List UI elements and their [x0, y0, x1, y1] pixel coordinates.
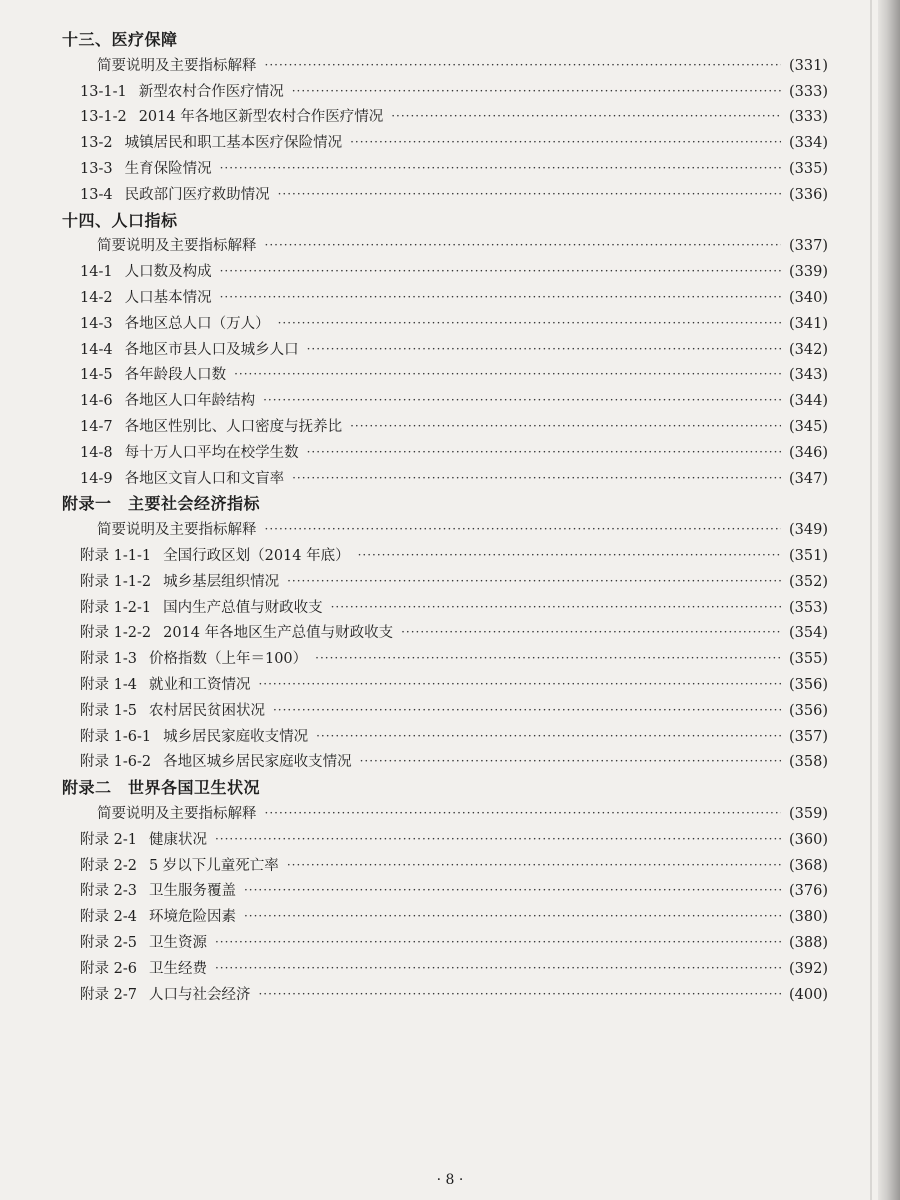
entry-title: 民政部门医疗救助情况: [124, 186, 270, 203]
entry-code: 附录 2-6: [80, 960, 137, 977]
entry-page-number: (349): [789, 522, 828, 539]
entry-title: 卫生资源: [148, 935, 207, 951]
entry-page-number: (368): [789, 857, 828, 874]
dot-leader: [273, 697, 781, 723]
entry-code: 附录 1-6-1: [80, 728, 152, 745]
entry-code: 附录 1-5: [80, 702, 137, 719]
toc-entry[interactable]: [80, 259, 828, 285]
entry-page-number: (340): [789, 290, 828, 306]
dot-leader: [278, 181, 781, 207]
entry-title: 环境危险因素: [148, 909, 236, 926]
entry-page-number: (346): [789, 444, 828, 461]
entry-title: 城乡居民家庭收支情况: [163, 728, 309, 745]
entry-page-number: (347): [789, 470, 828, 487]
dot-leader: [287, 852, 781, 878]
entry-code: 13-1-1: [80, 83, 127, 100]
toc-entry[interactable]: [80, 543, 828, 569]
entry-title: 卫生经费: [148, 960, 207, 977]
page-number: · 8 ·: [436, 1172, 464, 1188]
toc-entry[interactable]: [80, 285, 828, 311]
entry-page-number: (333): [789, 83, 828, 100]
page-edge-line: [870, 0, 872, 1200]
dot-leader: [316, 723, 781, 749]
entry-code: 14-7: [80, 419, 113, 435]
toc-entry[interactable]: [80, 311, 828, 337]
entry-title: 2014 年各地区生产总值与财政收支: [163, 625, 394, 642]
toc-entry[interactable]: [80, 362, 828, 388]
toc-entry[interactable]: [80, 388, 828, 414]
toc-entry[interactable]: [80, 569, 828, 595]
dot-leader: [331, 594, 781, 620]
dot-leader: [315, 645, 781, 671]
entry-title: 各地区性别比、人口密度与抚养比: [124, 419, 343, 435]
entry-page-number: (358): [789, 754, 828, 771]
toc-entry[interactable]: [97, 801, 828, 827]
toc-entry[interactable]: [80, 878, 828, 904]
entry-title: 各地区人口年龄结构: [124, 393, 256, 410]
entry-title: 价格指数（上年＝100）: [148, 651, 308, 668]
entry-title: 城乡基层组织情况: [163, 573, 280, 590]
dot-leader: [360, 748, 781, 774]
toc-entry[interactable]: [80, 749, 828, 775]
entry-code: 14-3: [80, 315, 113, 332]
dot-leader: [391, 103, 781, 129]
dot-leader: [215, 826, 781, 852]
dot-leader: [278, 310, 781, 336]
toc-entry[interactable]: [80, 724, 828, 750]
entry-page-number: (353): [789, 599, 828, 616]
entry-title: 每十万人口平均在校学生数: [124, 444, 299, 461]
dot-leader: [350, 129, 781, 155]
dot-leader: [401, 619, 781, 645]
entry-title: 全国行政区划（2014 年底）: [163, 548, 350, 564]
toc-entry[interactable]: [97, 517, 828, 543]
toc-entry[interactable]: [97, 233, 828, 259]
entry-page-number: (357): [789, 728, 828, 745]
dot-leader: [258, 981, 781, 1007]
entry-title: 卫生服务覆盖: [148, 883, 236, 900]
entry-page-number: (388): [789, 935, 828, 951]
entry-code: 附录 1-6-2: [80, 754, 152, 771]
entry-title: 2014 年各地区新型农村合作医疗情况: [138, 109, 384, 126]
toc-entry[interactable]: [80, 156, 828, 182]
entry-page-number: (360): [789, 831, 828, 848]
entry-page-number: (392): [789, 960, 828, 977]
entry-title: 简要说明及主要指标解释: [97, 806, 257, 822]
entry-code: 13-1-2: [80, 109, 127, 126]
toc-entry[interactable]: [80, 827, 828, 853]
entry-title: 城镇居民和职工基本医疗保险情况: [124, 135, 343, 152]
entry-page-number: (380): [789, 909, 828, 926]
entry-title: 健康状况: [148, 831, 207, 848]
dot-leader: [265, 516, 782, 542]
toc-entry[interactable]: [80, 130, 828, 156]
entry-title: 简要说明及主要指标解释: [97, 522, 257, 539]
entry-title: 就业和工资情况: [148, 677, 251, 693]
entry-code: 附录 1-1-2: [80, 573, 152, 590]
entry-page-number: (333): [789, 109, 828, 126]
entry-code: 附录 1-1-1: [80, 548, 152, 564]
dot-leader: [265, 52, 782, 78]
entry-title: 5 岁以下儿童死亡率: [148, 857, 279, 874]
entry-page-number: (334): [789, 135, 828, 152]
toc-entry[interactable]: [80, 414, 828, 440]
dot-leader: [292, 465, 781, 491]
section-heading: 十三、医疗保障: [62, 30, 178, 49]
entry-page-number: (376): [789, 883, 828, 900]
toc-entry[interactable]: [80, 930, 828, 956]
entry-title: 各地区城乡居民家庭收支情况: [163, 754, 352, 771]
dot-leader: [258, 671, 781, 697]
entry-code: 14-1: [80, 264, 113, 281]
dot-leader: [244, 903, 781, 929]
entry-title: 生育保险情况: [124, 161, 212, 177]
entry-page-number: (342): [789, 341, 828, 358]
entry-title: 简要说明及主要指标解释: [97, 57, 257, 74]
section-heading: 十四、人口指标: [62, 210, 178, 230]
entry-code: 附录 1-2-1: [80, 599, 152, 616]
toc-entry[interactable]: [80, 853, 828, 879]
entry-page-number: (355): [789, 651, 828, 668]
entry-page-number: (335): [789, 161, 828, 177]
dot-leader: [292, 78, 781, 104]
toc-entry[interactable]: [80, 79, 828, 105]
entry-title: 人口基本情况: [124, 290, 212, 306]
entry-title: 新型农村合作医疗情况: [138, 83, 284, 100]
toc-entry[interactable]: [80, 698, 828, 724]
entry-code: 14-4: [80, 341, 113, 358]
toc-entry[interactable]: [80, 466, 828, 492]
entry-code: 附录 2-7: [80, 986, 137, 1003]
entry-title: 简要说明及主要指标解释: [97, 238, 257, 255]
entry-page-number: (356): [789, 677, 828, 693]
toc-entry[interactable]: [80, 904, 828, 930]
dot-leader: [244, 877, 781, 903]
dot-leader: [350, 413, 781, 439]
toc-entry[interactable]: [80, 440, 828, 466]
dot-leader: [220, 284, 781, 310]
dot-leader: [220, 258, 781, 284]
entry-page-number: (339): [789, 264, 828, 281]
entry-page-number: (336): [789, 186, 828, 203]
entry-code: 13-3: [80, 161, 113, 177]
entry-page-number: (351): [789, 548, 828, 564]
entry-code: 附录 1-2-2: [80, 625, 152, 642]
toc-entry[interactable]: [80, 956, 828, 982]
entry-page-number: (359): [789, 806, 828, 822]
dot-leader: [265, 232, 782, 258]
entry-page-number: (400): [789, 986, 828, 1003]
section-heading: 附录二 世界各国卫生状况: [62, 778, 261, 798]
entry-title: 各年龄段人口数: [124, 367, 227, 384]
entry-page-number: (343): [789, 367, 828, 384]
toc-entry[interactable]: [80, 672, 828, 698]
entry-code: 附录 2-1: [80, 831, 137, 848]
entry-title: 各地区市县人口及城乡人口: [124, 341, 299, 358]
entry-code: 附录 2-3: [80, 883, 137, 900]
dot-leader: [263, 387, 781, 413]
toc-entry[interactable]: [80, 620, 828, 646]
entry-page-number: (344): [789, 393, 828, 410]
dot-leader: [215, 955, 781, 981]
toc-entry[interactable]: [80, 646, 828, 672]
dot-leader: [220, 155, 781, 181]
entry-page-number: (337): [789, 238, 828, 255]
entry-code: 14-5: [80, 367, 113, 384]
entry-code: 14-2: [80, 290, 113, 306]
dot-leader: [358, 542, 781, 568]
entry-page-number: (352): [789, 573, 828, 590]
entry-page-number: (356): [789, 702, 828, 719]
dot-leader: [265, 800, 782, 826]
entry-code: 13-2: [80, 135, 113, 152]
entry-code: 附录 2-5: [80, 935, 137, 951]
entry-code: 14-9: [80, 470, 113, 487]
toc-entry[interactable]: [80, 337, 828, 363]
dot-leader: [215, 929, 781, 955]
entry-title: 各地区总人口（万人）: [124, 315, 270, 332]
dot-leader: [287, 568, 781, 594]
entry-page-number: (354): [789, 625, 828, 642]
entry-title: 国内生产总值与财政收支: [163, 599, 323, 616]
section-heading: 附录一 主要社会经济指标: [62, 494, 261, 514]
entry-title: 各地区文盲人口和文盲率: [124, 470, 285, 487]
toc-entry[interactable]: [80, 595, 828, 621]
entry-page-number: (345): [789, 419, 828, 435]
page-gutter-shadow: [878, 0, 900, 1200]
toc-entry[interactable]: [97, 53, 828, 79]
entry-code: 附录 1-3: [80, 651, 137, 668]
entry-code: 14-8: [80, 444, 113, 461]
entry-code: 附录 2-2: [80, 857, 137, 874]
toc-entry[interactable]: [80, 104, 828, 130]
dot-leader: [307, 439, 781, 465]
entry-code: 附录 2-4: [80, 909, 137, 926]
entry-title: 农村居民贫困状况: [148, 702, 265, 719]
entry-title: 人口与社会经济: [148, 986, 251, 1003]
entry-code: 附录 1-4: [80, 677, 137, 693]
entry-code: 14-6: [80, 393, 113, 410]
dot-leader: [307, 336, 781, 362]
toc-entry[interactable]: [80, 182, 828, 208]
entry-title: 人口数及构成: [124, 264, 212, 281]
entry-page-number: (341): [789, 315, 828, 332]
dot-leader: [234, 361, 781, 387]
entry-code: 13-4: [80, 186, 113, 203]
toc-entry[interactable]: [80, 982, 828, 1008]
entry-page-number: (331): [789, 57, 828, 74]
